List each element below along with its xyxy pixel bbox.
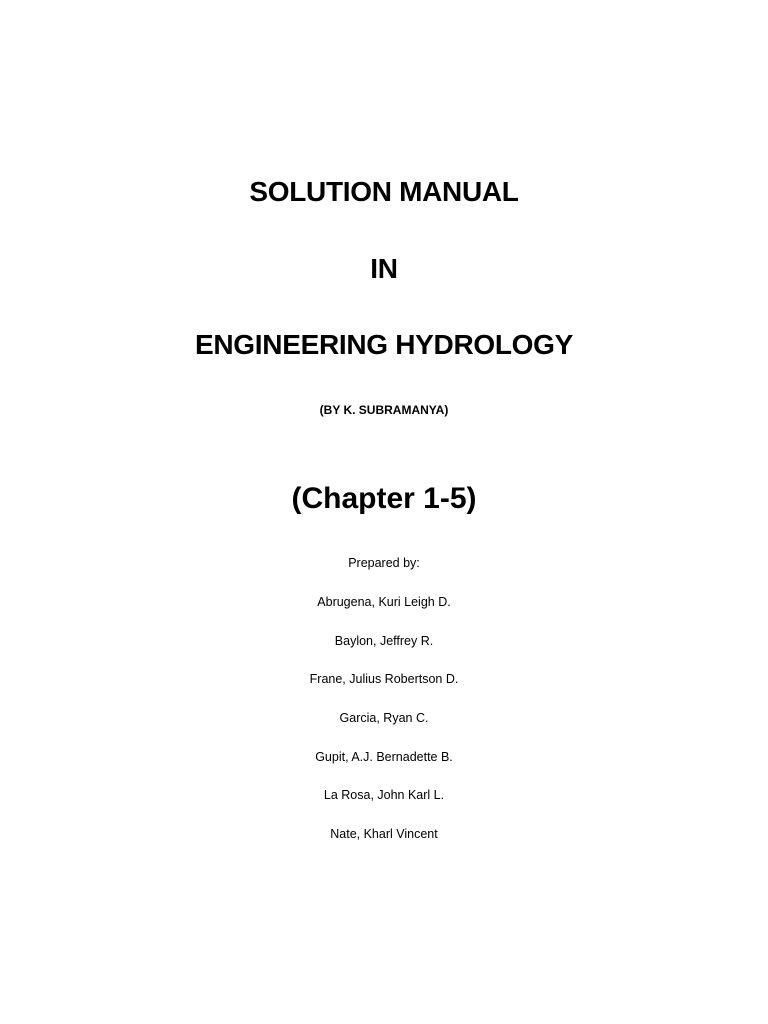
author-name: Garcia, Ryan C. [339, 711, 429, 725]
title-line-engineering-hydrology: ENGINEERING HYDROLOGY [195, 329, 573, 360]
author-name: La Rosa, John Karl L. [323, 788, 445, 802]
author-name: Frane, Julius Robertson D. [309, 672, 459, 686]
prepared-by-label: Prepared by: [348, 556, 420, 570]
author-byline: (BY K. SUBRAMANYA) [319, 403, 449, 417]
title-line-solution-manual: SOLUTION MANUAL [249, 176, 519, 207]
chapter-range: (Chapter 1-5) [291, 482, 477, 515]
author-name: Baylon, Jeffrey R. [334, 634, 434, 648]
author-name: Gupit, A.J. Bernadette B. [315, 750, 453, 764]
author-name: Nate, Kharl Vincent [330, 827, 438, 841]
author-name: Abrugena, Kuri Leigh D. [317, 595, 451, 609]
title-line-in: IN [370, 253, 398, 284]
